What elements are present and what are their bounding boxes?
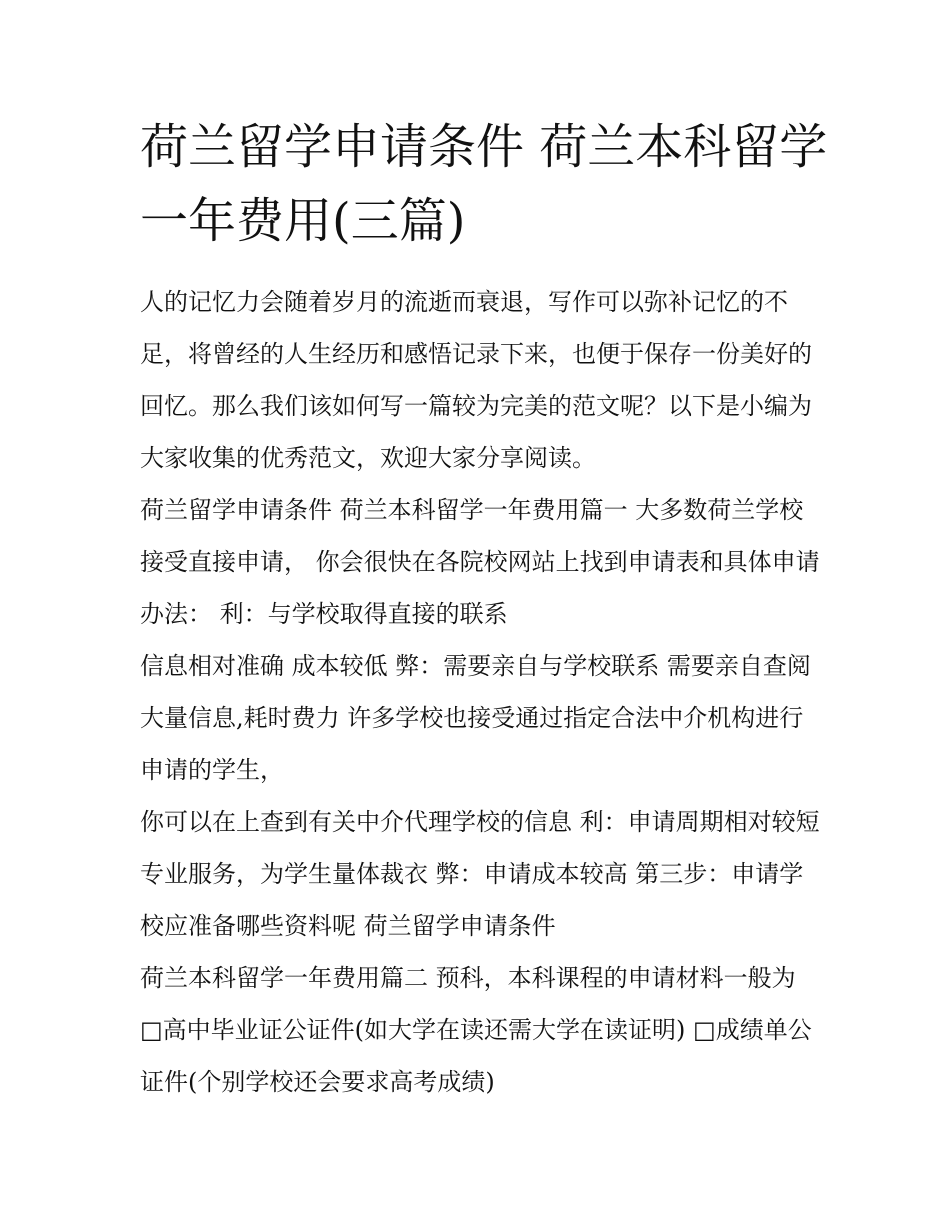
document-body bbox=[140, 276, 820, 1108]
paragraph-agency: 你可以在上查到有关中介代理学校的信息 利：申请周期相对较短 专业服务，为学生量体裁衣 弊：申请成本较高 第三步：申请学校应准备哪些资料呢 荷兰留学申请条件 bbox=[140, 808, 820, 940]
paragraph-part-one: 荷兰留学申请条件 荷兰本科留学一年费用篇一 大多数荷兰学校接受直接申请， 你会很快在各院校网站上找到申请表和具体申请办法： 利：与学校取得直接的联系 bbox=[140, 496, 820, 628]
document-title: 荷兰留学申请条件 荷兰本科留学一年费用(三篇) bbox=[140, 119, 828, 249]
paragraph-part-two: 荷兰本科留学一年费用篇二 预科，本科课程的申请材料一般为 □高中毕业证公证件(如大学在读还需大学在读证明) □成绩单公证件(个别学校还会要求高考成绩) bbox=[140, 964, 812, 1096]
paragraph-intro: 人的记忆力会随着岁月的流逝而衰退，写作可以弥补记忆的不足，将曾经的人生经历和感悟记录下来，也便于保存一份美好的回忆。那么我们该如何写一篇较为完美的范文呢？以下是小编为大家收集的优秀范文，欢迎大家分享阅读。 bbox=[140, 288, 812, 472]
paragraph-info: 信息相对准确 成本较低 弊：需要亲自与学校联系 需要亲自查阅大量信息,耗时费力 许多学校也接受通过指定合法中介机构进行申请的学生， bbox=[140, 652, 811, 784]
